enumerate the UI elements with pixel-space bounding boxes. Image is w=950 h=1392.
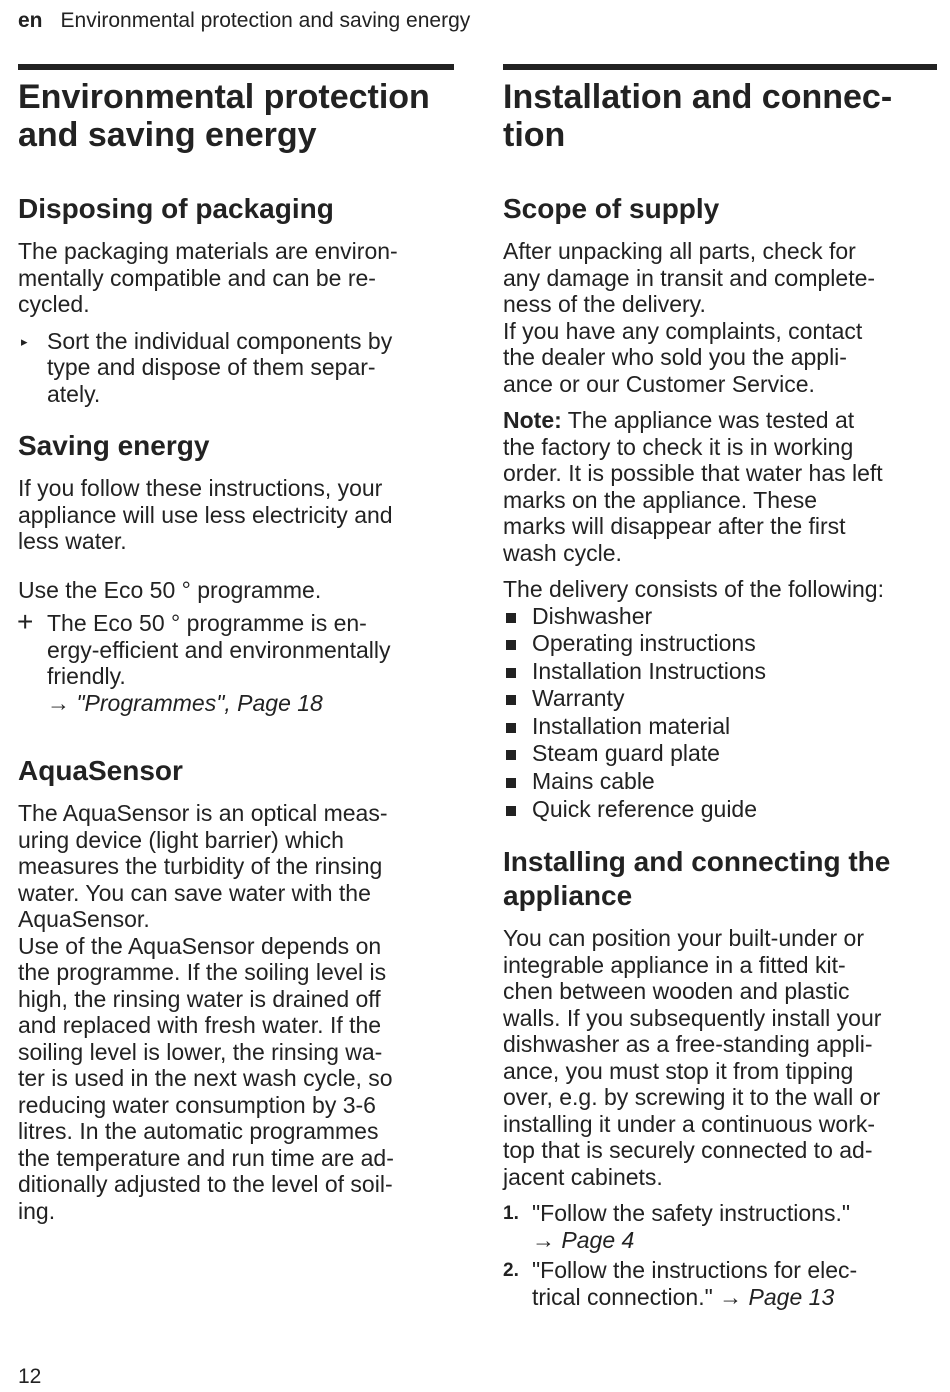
step-number: 1. [503,1203,519,1225]
running-head [18,8,470,34]
note-label: Note: [503,407,562,433]
heading-disposing-packaging: Disposing of packaging [18,193,334,224]
list-item: Mains cable [503,768,937,796]
delivery-intro: The delivery consists of the following: [503,576,884,602]
square-bullet-icon [506,668,516,678]
eco-instruction: Use the Eco 50 ° programme. [18,576,322,603]
safety-page-link[interactable]: → Page 4 [532,1226,635,1253]
installing-paragraph: You can position your built-under or integrable appliance in a fitted kit- chen between wooden and plastic walls. If you subsequently install your dishwasher as a free-standing appli- ance, you must stop it from tipping over, e.g. by screwing it to the wall or installing it under a continuous work- top that is securely connected to ad- jacent cabinets. [503,925,882,1190]
programmes-page-link[interactable]: → "Programmes", Page 18 [47,689,323,716]
language-code: en [18,9,43,32]
right-column [503,64,937,1310]
left-column [18,64,454,1224]
section-rule [503,64,937,70]
section-title-installation: Installation and connec- tion [503,78,893,154]
list-item: Dishwasher [503,603,937,631]
square-bullet-icon [506,613,516,623]
section-title-environmental: Environmental protection and saving energy [18,78,430,154]
square-bullet-icon [506,640,516,650]
square-bullet-icon [506,806,516,816]
installing-step-2: 2. "Follow the instructions for elec- trical connection." → Page 13 [503,1257,858,1310]
heading-installing-connecting: Installing and connecting the appliance [503,846,891,912]
electrical-page-link[interactable]: → Page 13 [719,1283,835,1310]
note-paragraph: Note: The appliance was tested at the factory to check it is in working order. It is possible that water has left marks on the appliance. These marks will disappear after the first wash cycle. [503,407,883,566]
aquasensor-paragraph: The AquaSensor is an optical meas- uring device (light barrier) which measures the turbidity of the rinsing water. You can save water with the AquaSensor. Use of the AquaSensor depends on the programme. If the soiling level is high, the rinsing water is drained off and replaced with fresh water. If the soiling level is lower, the rinsing wa- ter is used in the next wash cycle, so reducing water consumption by 3-6 litres. In the automatic programmes the temperature and run time are ad- ditionally adjusted to the level of soil- ing. [18,800,394,1224]
eco-benefit: + The Eco 50 ° programme is en- ergy-efficient and environmentally friendly. → "Programmes", Page 18 [18,610,454,716]
plus-icon: + [17,606,34,637]
installing-step-1: 1. "Follow the safety instructions." → Page 4 [503,1200,937,1253]
list-item: Warranty [503,685,937,713]
disposing-step: ▸ Sort the individual components by type and dispose of them separ- ately. [21,327,393,407]
page-number: 12 [18,1365,42,1388]
list-item: Installation material [503,713,937,741]
section-rule [18,64,454,70]
delivery-list [503,603,937,824]
square-bullet-icon [506,695,516,705]
scope-paragraph: After unpacking all parts, check for any damage in transit and complete- ness of the delivery. If you have any complaints, contact the dealer who sold you the appli- ance or our Customer Service. [503,238,876,397]
step-triangle-icon: ▸ [21,333,28,349]
square-bullet-icon [506,723,516,733]
running-head-title: Environmental protection and saving energy [60,9,471,32]
list-item: Quick reference guide [503,796,937,824]
step-number: 2. [503,1260,519,1282]
disposing-paragraph: The packaging materials are environ- mentally compatible and can be re- cycled. [18,238,398,317]
heading-aquasensor: AquaSensor [18,755,183,786]
list-item: Steam guard plate [503,740,937,768]
square-bullet-icon [506,778,516,788]
heading-saving-energy: Saving energy [18,430,210,461]
saving-paragraph: If you follow these instructions, your appliance will use less electricity and less water. [18,475,393,554]
square-bullet-icon [506,750,516,760]
list-item: Installation Instructions [503,658,937,686]
list-item: Operating instructions [503,630,937,658]
heading-scope-of-supply: Scope of supply [503,193,720,224]
